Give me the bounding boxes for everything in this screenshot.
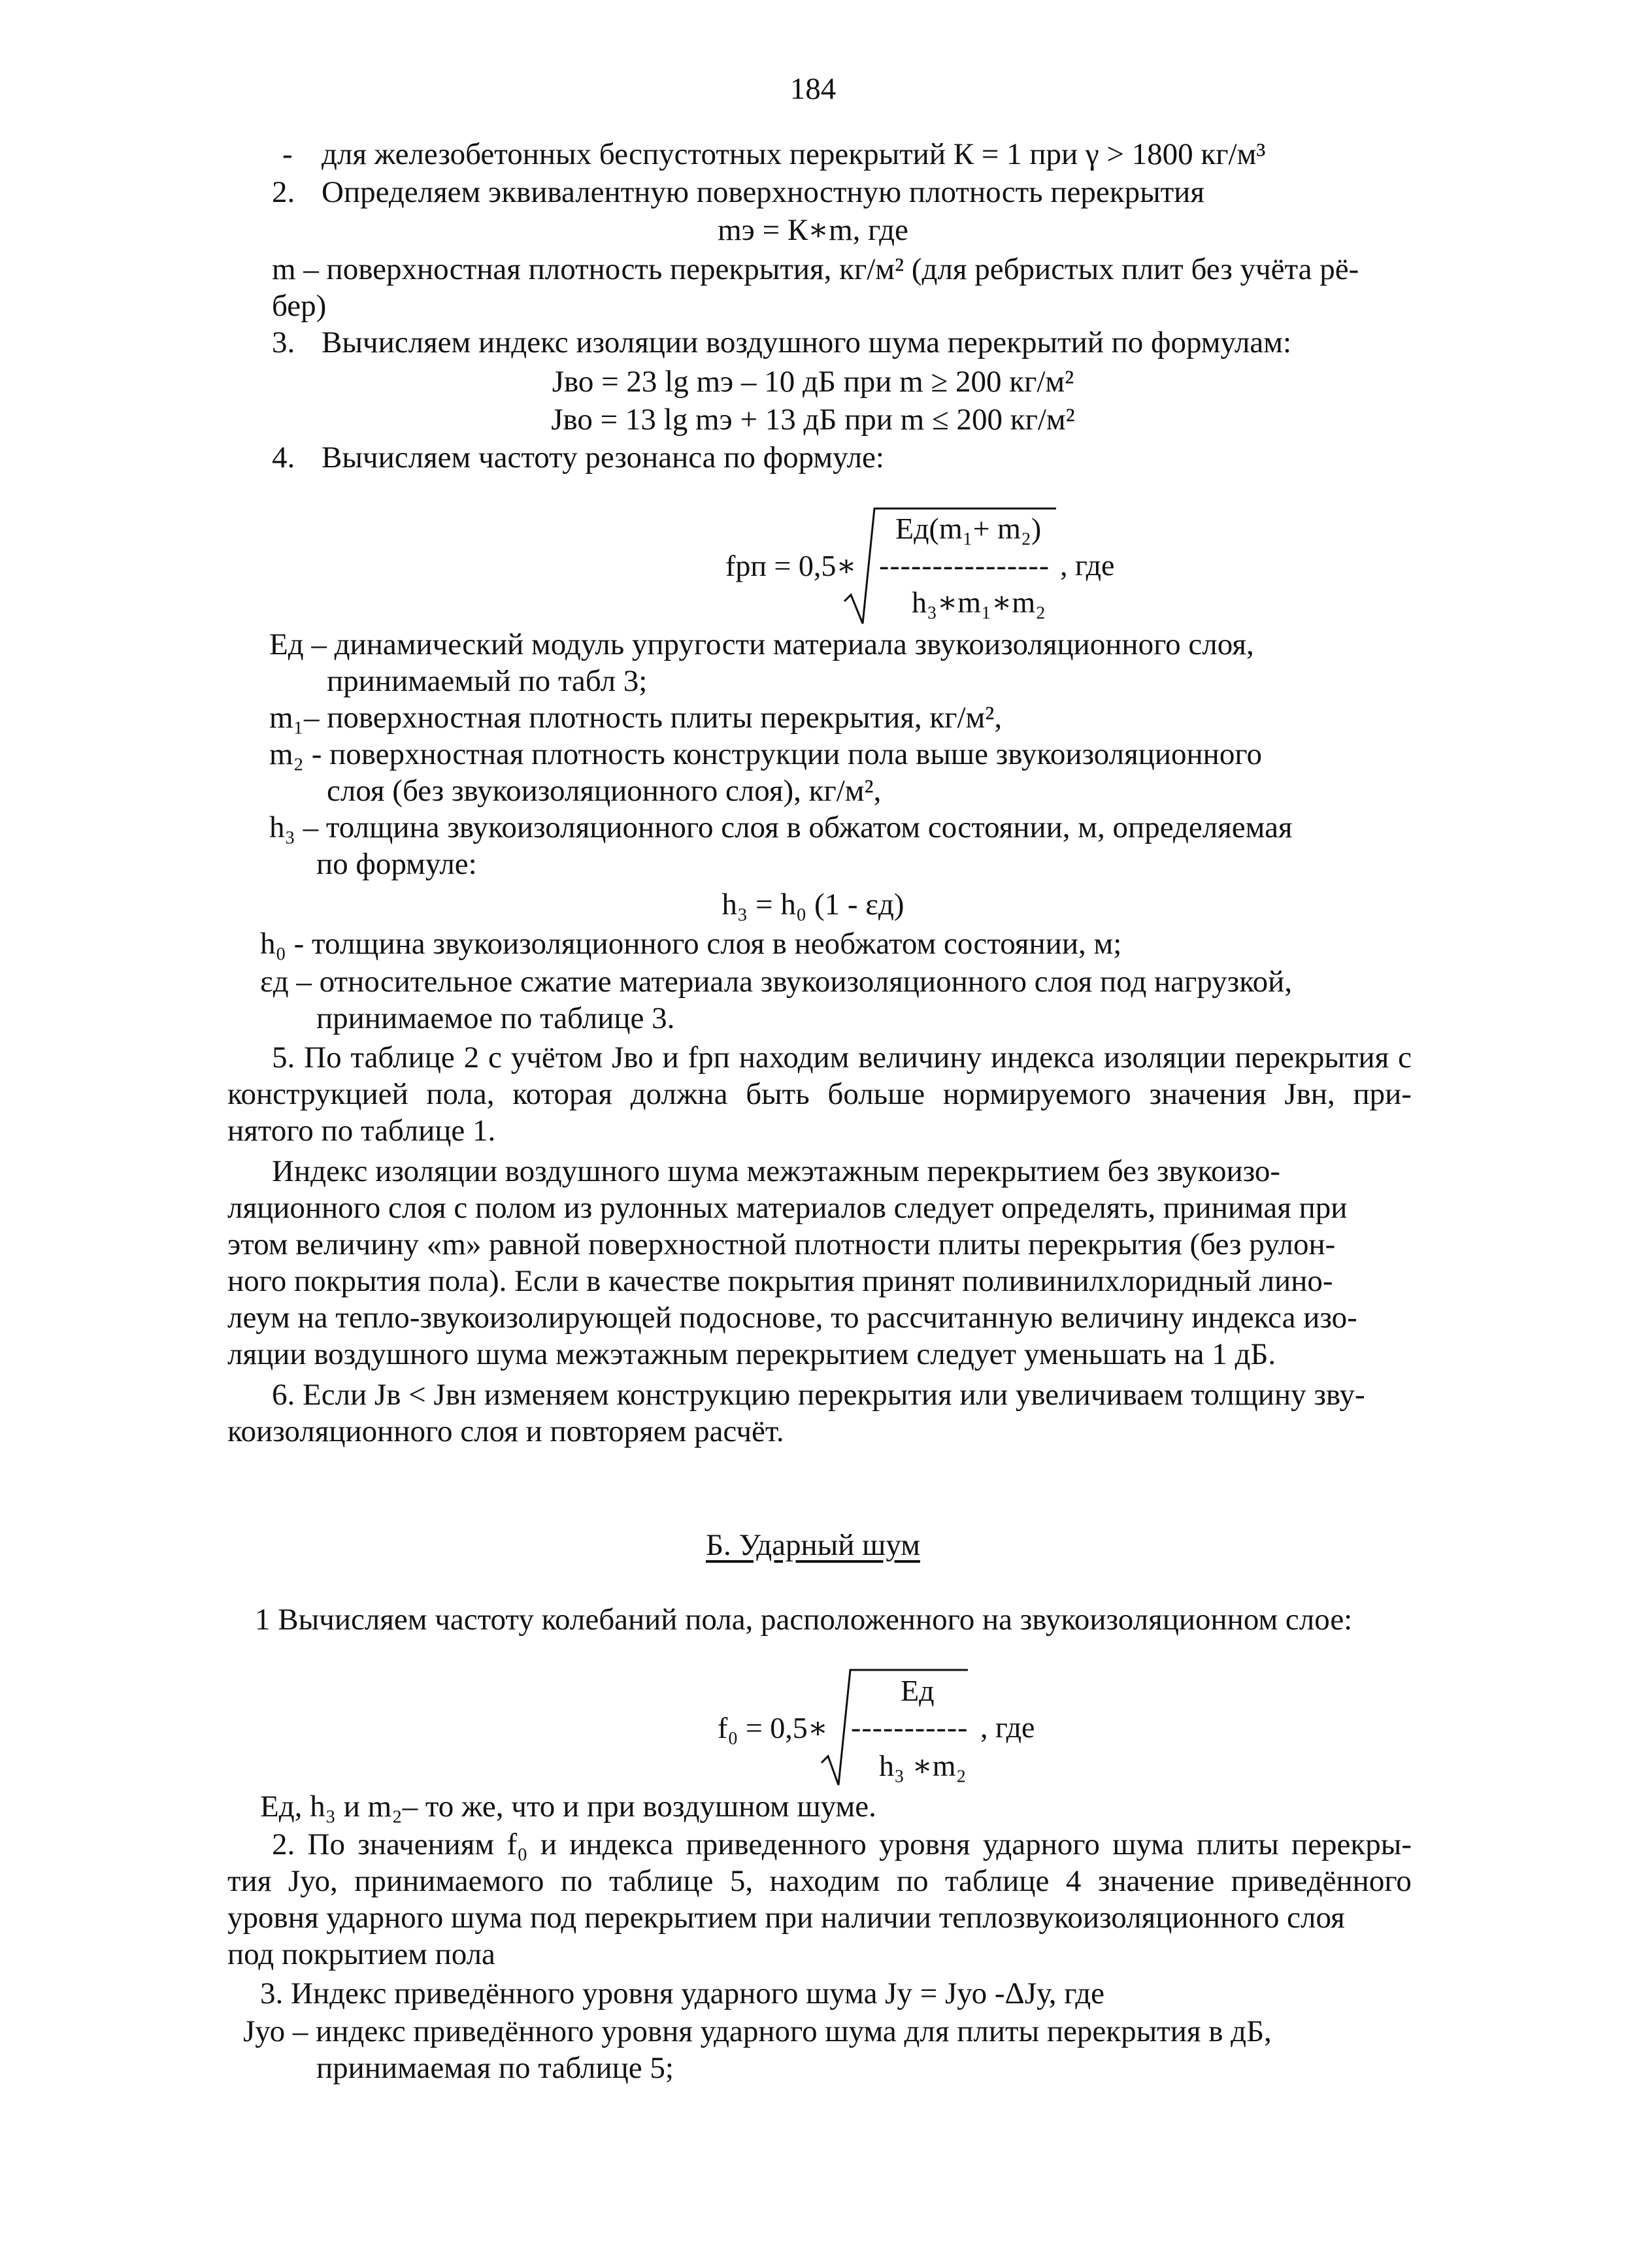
formula-frp-tail: , где (1060, 548, 1115, 582)
paragraph-line: 6. Если Jв < Jвн изменяем конструкцию перекрытия или увеличиваем толщину зву- (272, 1378, 1365, 1412)
paragraph-line: леум на тепло-звукоизолирующей подоснове, то рассчитанную величину индекса изо- (227, 1301, 1357, 1335)
formula-me: mэ = К∗m, где (718, 213, 908, 247)
paragraph-line: уровня ударного шума под перекрытием при наличии теплозвукоизоляционного слоя (227, 1901, 1345, 1935)
definition-m2: m₂ - поверхностная плотность конструкции пола выше звукоизоляционного (269, 737, 1262, 771)
paragraph-line: нятого по таблице 1. (227, 1114, 496, 1148)
definition-ed: Ед – динамический модуль упругости материала звукоизоляционного слоя, (269, 627, 1254, 661)
formula-jv-1: Jво = 23 lg mэ – 10 дБ при m ≥ 200 кг/м² (552, 365, 1074, 399)
formula-f0-lhs: f₀ = 0,5∗ (718, 1711, 829, 1744)
paragraph-line: ляционного слоя с полом из рулонных материалов следует определять, принимая при (227, 1191, 1348, 1225)
formula-jv-2: Jво = 13 lg mэ + 13 дБ при m ≤ 200 кг/м² (551, 403, 1075, 437)
paragraph-line: Индекс изоляции воздушного шума межэтажным перекрытием без звукоизо- (272, 1154, 1281, 1188)
section-heading: Б. Ударный шум (706, 1528, 920, 1562)
list-dash: - (282, 137, 293, 171)
definition-h3-cont: по формуле: (316, 847, 477, 881)
step-number: 3. (272, 325, 295, 359)
note-line: Ед, h₃ и m₂– то же, что и при воздушном шуме. (260, 1790, 876, 1824)
step-text: Определяем эквивалентную поверхностную плотность перекрытия (322, 175, 1204, 209)
definition-ed-cont: принимаемый по табл 3; (327, 664, 648, 698)
step-text: 1 Вычисляем частоту колебаний пола, расположенного на звукоизоляционном слое: (255, 1603, 1353, 1637)
paragraph-line: 2. По значениям f₀ и индекса приведенного уровня ударного шума плиты перекры- (272, 1827, 1412, 1861)
definition-eps: εд – относительное сжатие материала звукоизоляционного слоя под нагрузкой, (260, 965, 1293, 999)
definition-h0: h₀ - толщина звукоизоляционного слоя в необжатом состоянии, м; (260, 927, 1122, 961)
definition-jyo: Jуо – индекс приведённого уровня ударного шума для плиты перекрытия в дБ, (243, 2014, 1272, 2048)
paragraph-line: под покрытием пола (227, 1937, 495, 1971)
formula-f0-numerator: Ед (901, 1674, 935, 1707)
paragraph-line: для железобетонных беспустотных перекрытий К = 1 при γ > 1800 кг/м³ (322, 137, 1266, 171)
page-number: 184 (789, 72, 837, 106)
paragraph-line: ного покрытия пола). Если в качестве покрытия принят поливинилхлоридный лино- (227, 1264, 1333, 1298)
step-text: 3. Индекс приведённого уровня ударного шума Jу = Jуо -ΔJу, где (260, 1976, 1105, 2010)
paragraph-line: коизоляционного слоя и повторяем расчёт. (227, 1414, 784, 1448)
formula-h3: h₃ = h₀ (1 - εд) (722, 888, 904, 922)
definition-m1: m₁– поверхностная плотность плиты перекрытия, кг/м², (269, 701, 1003, 735)
definition-jyo-cont: принимаемая по таблице 5; (316, 2051, 674, 2085)
paragraph-line: тия Jуо, принимаемого по таблице 5, находим по таблице 4 значение приведённого (227, 1864, 1412, 1898)
definition-m2-cont: слоя (без звукоизоляционного слоя), кг/м², (327, 774, 882, 808)
step-text: Вычисляем индекс изоляции воздушного шума перекрытий по формулам: (322, 325, 1292, 359)
step-text: Вычисляем частоту резонанса по формуле: (322, 441, 884, 475)
definition-h3: h₃ – толщина звукоизоляционного слоя в обжатом состоянии, м, определяемая (269, 810, 1293, 844)
paragraph-line: 5. По таблице 2 с учётом Jво и fрп находим величину индекса изоляции перекрытия с (272, 1041, 1412, 1075)
step-number: 2. (272, 175, 295, 209)
formula-frp-denominator: h₃∗m₁∗m₂ (912, 586, 1046, 619)
paragraph-line: этом величину «m» равной поверхностной плотности плиты перекрытия (без рулон- (227, 1227, 1336, 1261)
paragraph-line: конструкцией пола, которая должна быть больше нормируемого значения Jвн, при- (227, 1077, 1412, 1111)
formula-f0-bar: ----------- (851, 1710, 969, 1744)
formula-f0-denominator: h₃ ∗m₂ (879, 1749, 967, 1782)
formula-f0-tail: , где (980, 1710, 1035, 1744)
definition-eps-cont: принимаемое по таблице 3. (316, 1001, 675, 1035)
formula-frp-bar: ---------------- (879, 548, 1050, 582)
paragraph-line: ляции воздушного шума межэтажным перекрытием следует уменьшать на 1 дБ. (227, 1337, 1276, 1371)
definition-m-cont: бер) (272, 289, 327, 323)
formula-frp-lhs: fрп = 0,5∗ (725, 549, 857, 582)
step-number: 4. (272, 441, 295, 475)
definition-m: m – поверхностная плотность перекрытия, кг/м² (для ребристых плит без учёта рё- (272, 252, 1359, 286)
formula-frp-numerator: Ед(m₁+ m₂) (895, 512, 1042, 545)
